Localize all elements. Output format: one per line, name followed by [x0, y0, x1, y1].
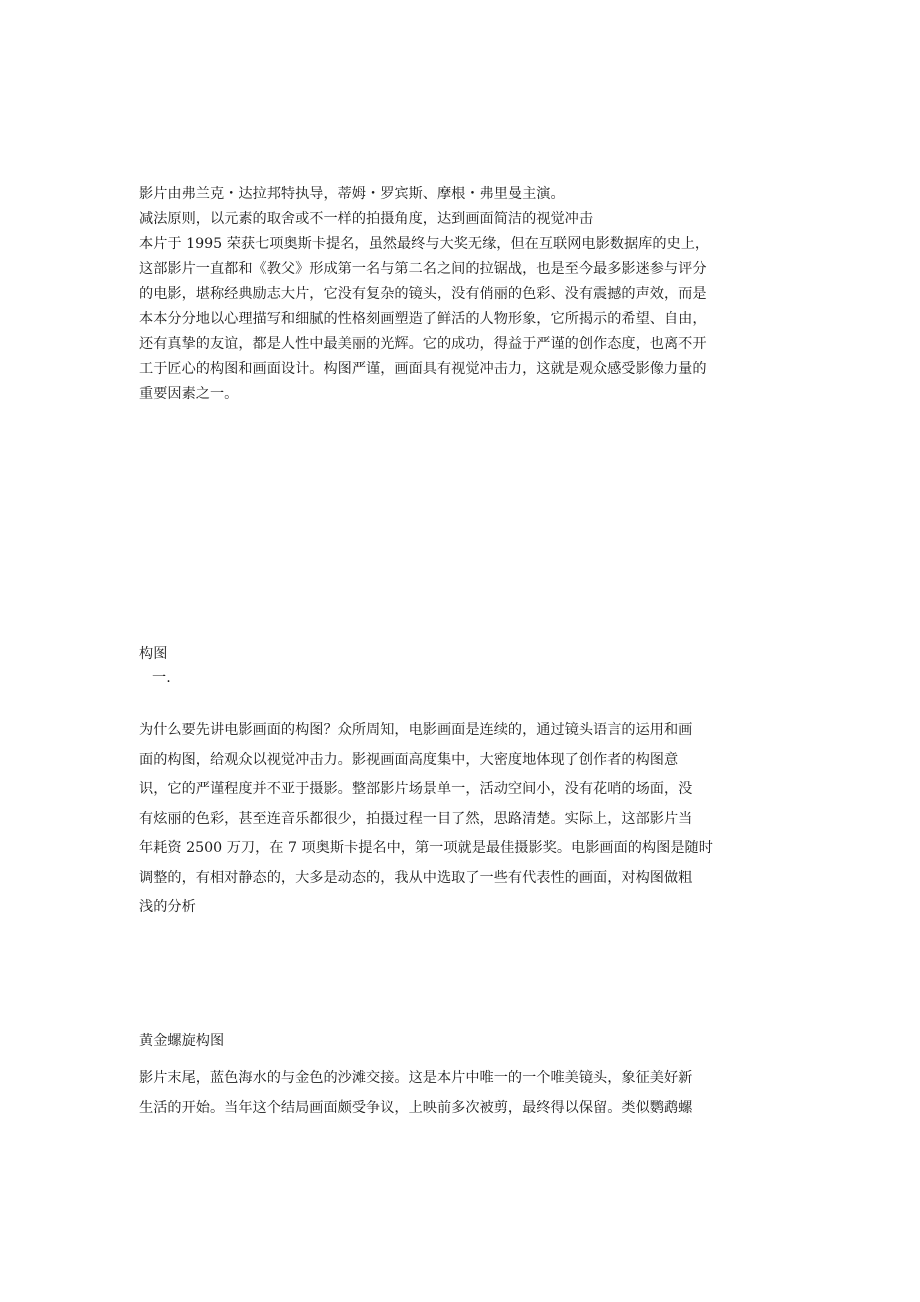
section-subheading-one: 一. [152, 670, 171, 686]
text-line: 识，它的严谨程度并不亚于摄影。整部影片场景单一，活动空间小，没有花哨的场面，没 [139, 781, 693, 797]
text-line: 还有真挚的友谊，都是人性中最美丽的光辉。它的成功，得益于严谨的创作态度，也离不开 [139, 336, 707, 352]
text-line: 影片末尾，蓝色海水的与金色的沙滩交接。这是本片中唯一的一个唯美镜头，象征美好新 [139, 1070, 693, 1086]
text-line: 这部影片一直都和《教父》形成第一名与第二名之间的拉锯战，也是至今最多影迷参与评分 [139, 261, 707, 277]
text-line: 本本分分地以心理描写和细腻的性格刻画塑造了鲜活的人物形象，它所揭示的希望、自由， [139, 311, 707, 327]
text-line: 本片于 1995 荣获七项奥斯卡提名，虽然最终与大奖无缘，但在互联网电影数据库的史上， [139, 236, 710, 252]
text-line: 浅的分析 [139, 899, 196, 915]
text-line: 面的构图，给观众以视觉冲击力。影视画面高度集中，大密度地体现了创作者的构图意 [139, 751, 679, 768]
text-line: 生活的开始。当年这个结局画面颇受争议，上映前多次被剪，最终得以保留。类似鹦鹉螺 [139, 1099, 693, 1116]
text-line: 影片由弗兰克・达拉邦特执导，蒂姆・罗宾斯、摩根・弗里曼主演。 [139, 186, 565, 202]
text-line: 重要因素之一。 [139, 386, 239, 402]
text-line: 的电影，堪称经典励志大片，它没有复杂的镜头，没有俏丽的色彩、没有震撼的声效，而是 [139, 286, 707, 302]
intro-paragraph [139, 182, 799, 407]
text-line: 工于匠心的构图和画面设计。构图严谨，画面具有视觉冲击力，这就是观众感受影像力量的 [139, 361, 707, 377]
text-line: 为什么要先讲电影画面的构图？众所周知，电影画面是连续的，通过镜头语言的运用和画 [139, 722, 693, 738]
text-line: 减法原则，以元素的取舍或不一样的拍摄角度，达到画面简洁的视觉冲击 [139, 211, 594, 227]
golden-spiral-paragraph [139, 1064, 799, 1123]
section-heading-composition: 构图 [139, 646, 168, 662]
composition-paragraph [139, 716, 799, 923]
text-line: 有炫丽的色彩，甚至连音乐都很少，拍摄过程一目了然，思路清楚。实际上，这部影片当 [139, 810, 693, 827]
text-line: 年耗资 2500 万刀，在 7 项奥斯卡提名中，第一项就是最佳摄影奖。电影画面的构图是随时 [139, 840, 713, 856]
section-heading-golden-spiral: 黄金螺旋构图 [139, 1033, 225, 1049]
text-line: 调整的，有相对静态的，大多是动态的，我从中选取了一些有代表性的画面，对构图做粗 [139, 869, 693, 886]
